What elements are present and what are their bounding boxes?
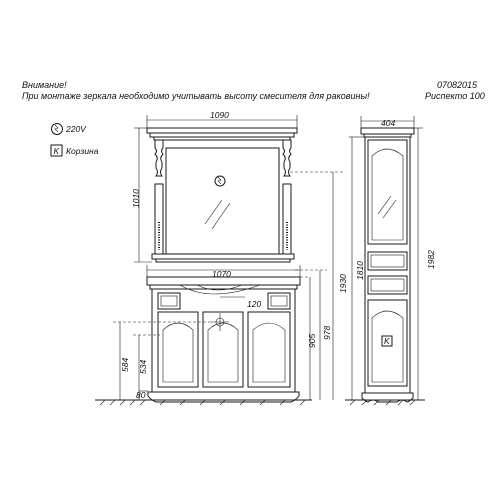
- dim-column-h1810: 1810: [355, 261, 365, 280]
- drawing-date: 07082015: [437, 80, 478, 90]
- legend-power-label: 220V: [66, 124, 86, 134]
- dim-h584: 584: [120, 357, 130, 372]
- power-socket-icon: [52, 124, 63, 135]
- basket-icon: [51, 145, 62, 156]
- tall-cabinet: [361, 128, 414, 402]
- dim-h1930: 1930: [338, 274, 348, 293]
- dim-mirror-height: 1010: [131, 189, 141, 208]
- dim-vanity-width: 1070: [212, 269, 231, 279]
- model-name: Риспекто 100: [425, 91, 485, 101]
- dim-h978: 978: [322, 325, 332, 340]
- notice-title: Внимание!: [22, 80, 67, 90]
- mirror-socket-icon: [215, 176, 225, 186]
- dim-faucet-offset: 120: [247, 299, 262, 309]
- vanity: [147, 277, 300, 402]
- dim-h80: 80: [136, 390, 146, 400]
- notice-text: При монтаже зеркала необходимо учитывать высоту смесителя для раковины!: [22, 91, 370, 101]
- mirror: [147, 128, 297, 262]
- dim-h534: 534: [138, 359, 148, 374]
- dim-column-width: 404: [381, 118, 396, 128]
- dim-mirror-width: 1090: [210, 110, 229, 120]
- dim-column-height: 1982: [426, 250, 436, 269]
- dim-h905: 905: [307, 333, 317, 348]
- basket-icon-letter: K: [53, 146, 60, 156]
- column-basket-letter: K: [384, 336, 390, 346]
- legend-basket-label: Корзина: [66, 146, 99, 156]
